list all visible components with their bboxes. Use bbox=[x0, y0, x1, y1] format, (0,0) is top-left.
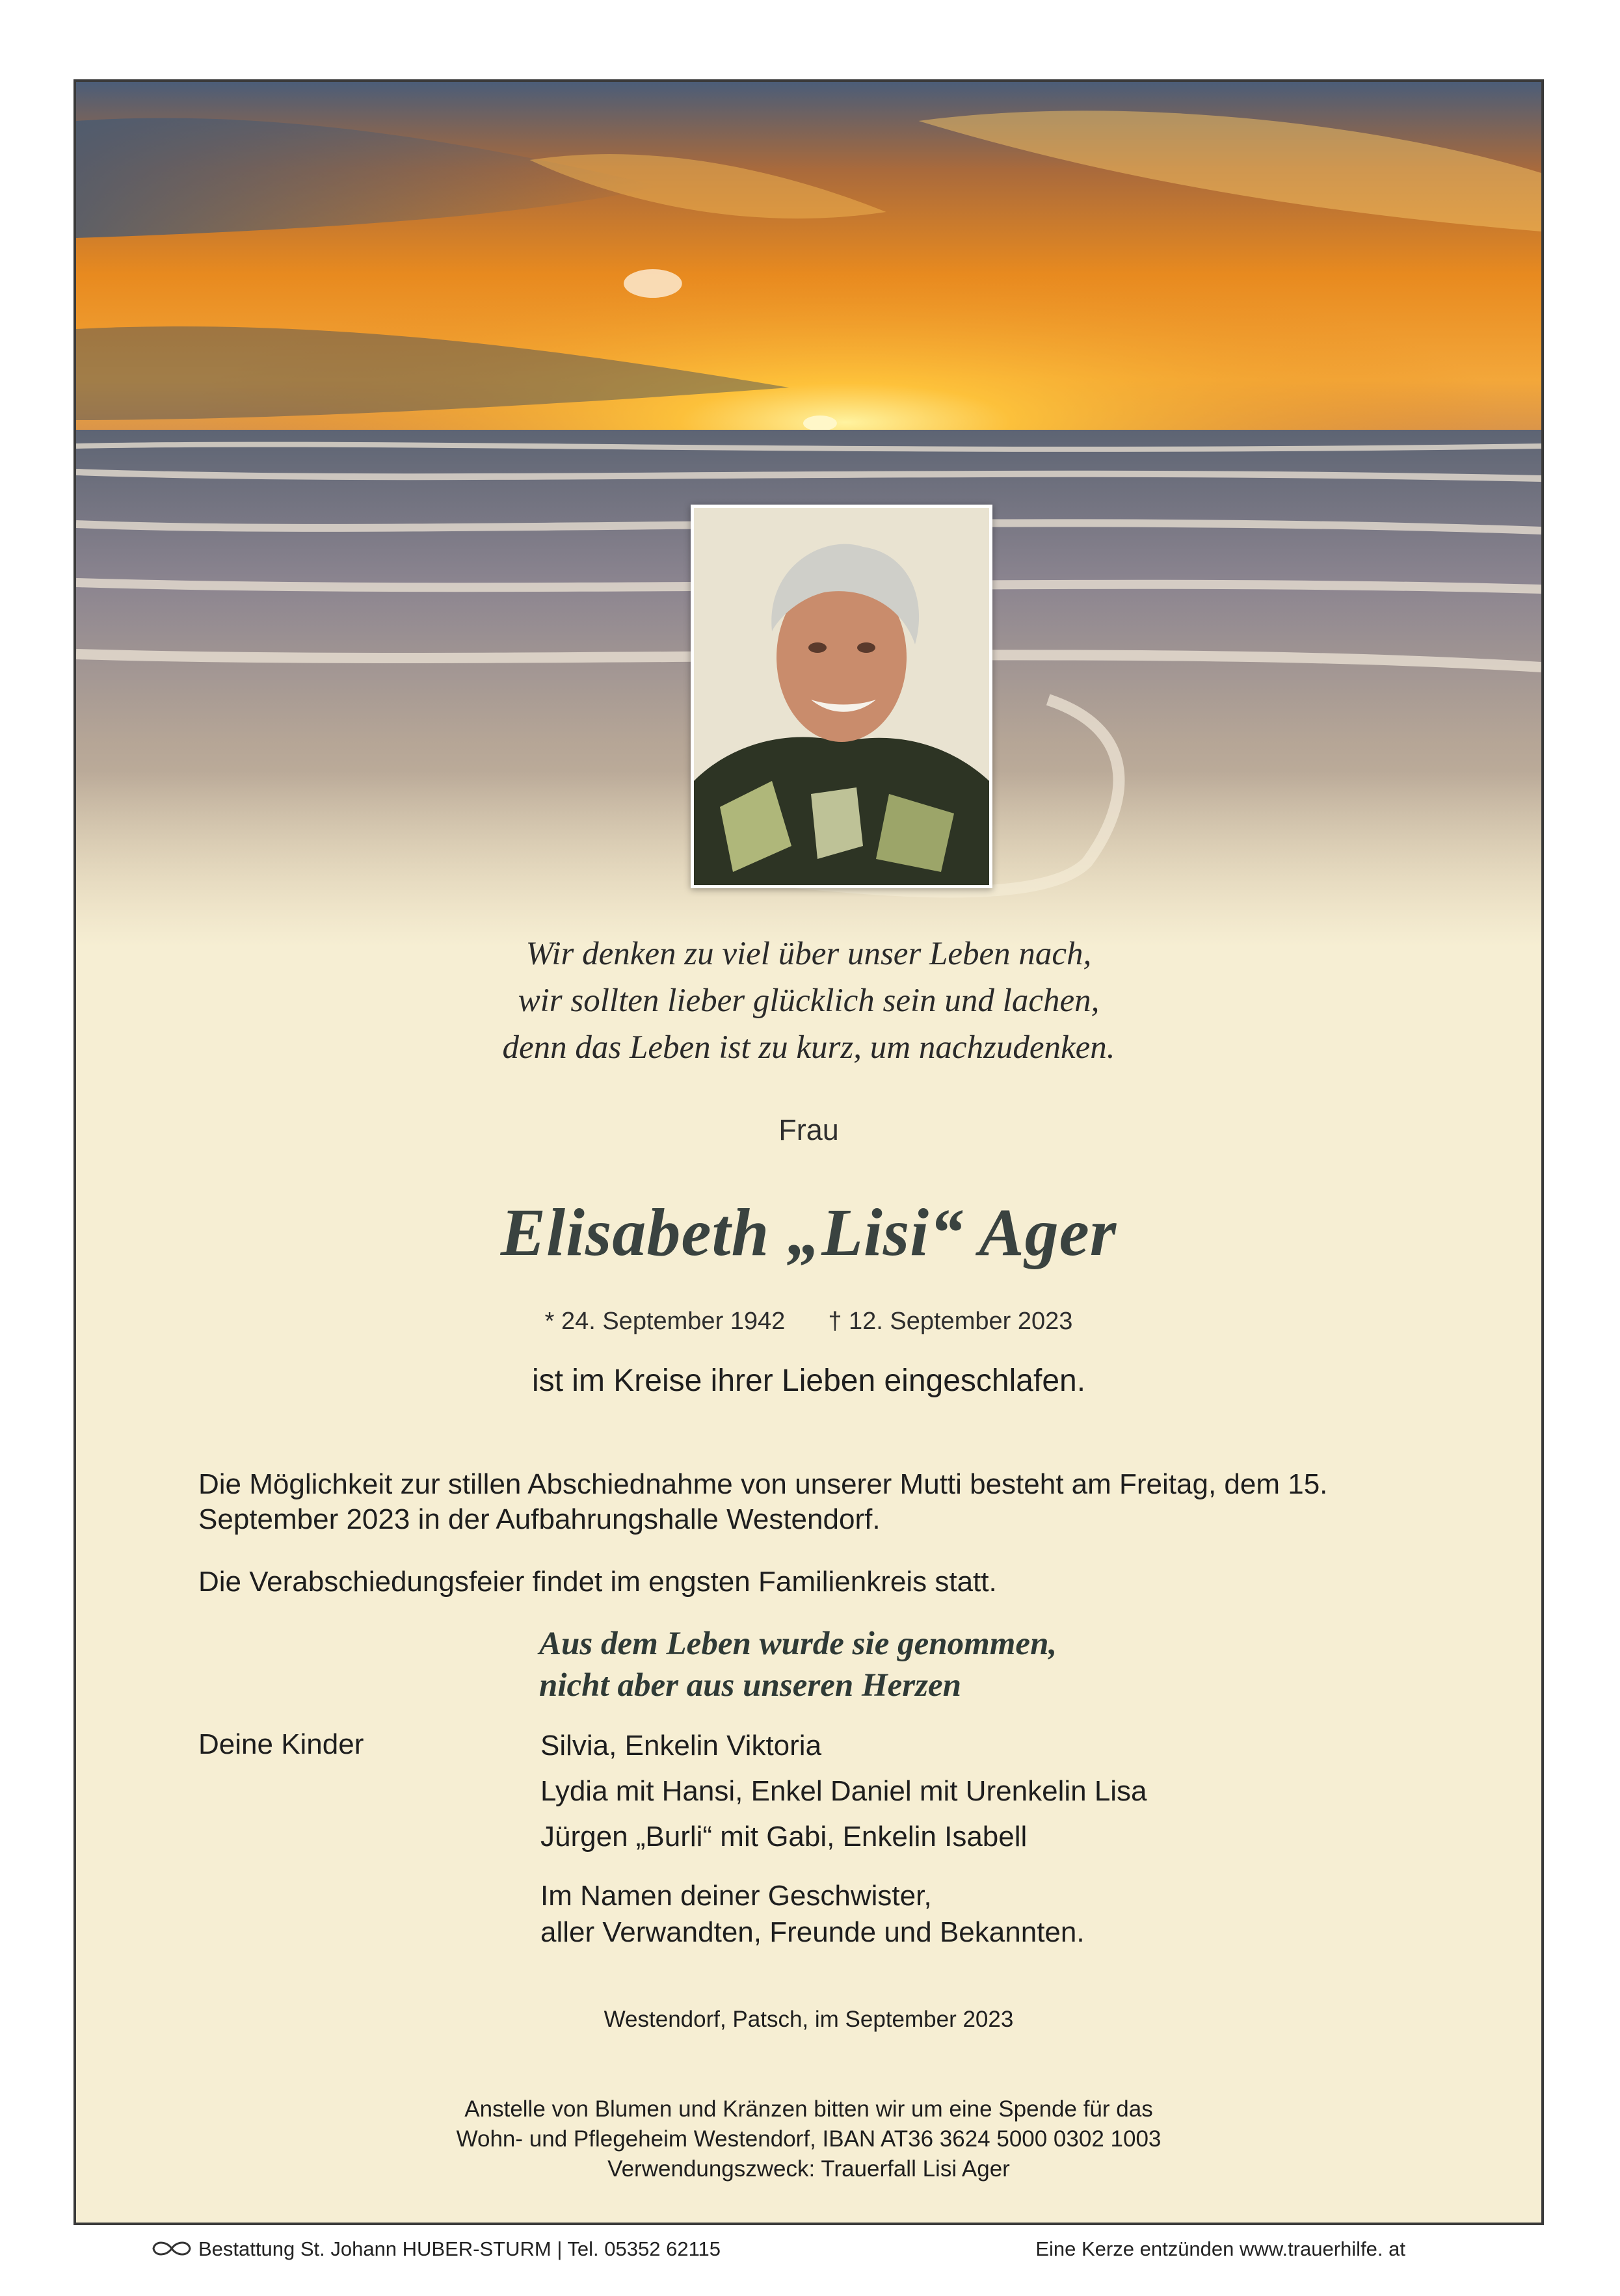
donation-note bbox=[76, 2094, 1541, 2184]
siblings-note bbox=[540, 1878, 1085, 1951]
quote-line: denn das Leben ist zu kurz, um nachzudenken. bbox=[502, 1029, 1115, 1066]
verse-line: Aus dem Leben wurde sie genommen, bbox=[539, 1626, 1057, 1662]
infinity-logo-icon bbox=[148, 2236, 195, 2262]
donation-line: Anstelle von Blumen und Kränzen bitten wir um eine Spende für das bbox=[464, 2096, 1153, 2122]
siblings-line: aller Verwandten, Freunde und Bekannten. bbox=[540, 1916, 1085, 1948]
mourner-entry: Silvia, Enkelin Viktoria bbox=[540, 1730, 822, 1762]
ceremony-paragraph: Die Verabschiedungsfeier findet im engsten Familienkreis statt. bbox=[198, 1566, 997, 1598]
portrait-photo-icon bbox=[694, 508, 989, 885]
quote-line: Wir denken zu viel über unser Leben nach, bbox=[525, 936, 1092, 972]
place-date: Westendorf, Patsch, im September 2023 bbox=[604, 2007, 1014, 2032]
verse bbox=[539, 1623, 1057, 1706]
passed-text: ist im Kreise ihrer Lieben eingeschlafen. bbox=[531, 1364, 1086, 1398]
footer-funeral-home: Bestattung St. Johann HUBER-STURM | Tel. 05352 62115 bbox=[198, 2237, 721, 2260]
life-dates bbox=[76, 1308, 1541, 1336]
mourner-entry: Jürgen „Burli“ mit Gabi, Enkelin Isabell bbox=[540, 1821, 1028, 1853]
mourners-label: Deine Kinder bbox=[198, 1728, 364, 1760]
portrait-photo bbox=[691, 505, 992, 888]
obituary-card bbox=[73, 79, 1544, 2225]
mourner-entry: Lydia mit Hansi, Enkel Daniel mit Urenkelin Lisa bbox=[540, 1775, 1147, 1807]
quote bbox=[76, 930, 1541, 1071]
footer-candle-link[interactable]: Eine Kerze entzünden www.trauerhilfe. at bbox=[1035, 2237, 1405, 2260]
death-date: † 12. September 2023 bbox=[828, 1308, 1073, 1335]
birth-date: * 24. September 1942 bbox=[544, 1308, 786, 1335]
farewell-paragraph: Die Möglichkeit zur stillen Abschiednahme von unserer Mutti besteht am Freitag, dem 15. September 2023 in der Aufbahrungshalle Westendorf. bbox=[198, 1468, 1328, 1535]
donation-line: Verwendungszweck: Trauerfall Lisi Ager bbox=[607, 2156, 1010, 2182]
siblings-line: Im Namen deiner Geschwister, bbox=[540, 1880, 932, 1912]
donation-line: Wohn- und Pflegeheim Westendorf, IBAN AT36 3624 5000 0302 1003 bbox=[456, 2126, 1162, 2152]
verse-line: nicht aber aus unseren Herzen bbox=[539, 1667, 961, 1704]
salutation: Frau bbox=[778, 1113, 839, 1146]
quote-line: wir sollten lieber glücklich sein und lachen, bbox=[518, 983, 1100, 1019]
deceased-name: Elisabeth „Lisi“ Ager bbox=[500, 1195, 1117, 1270]
